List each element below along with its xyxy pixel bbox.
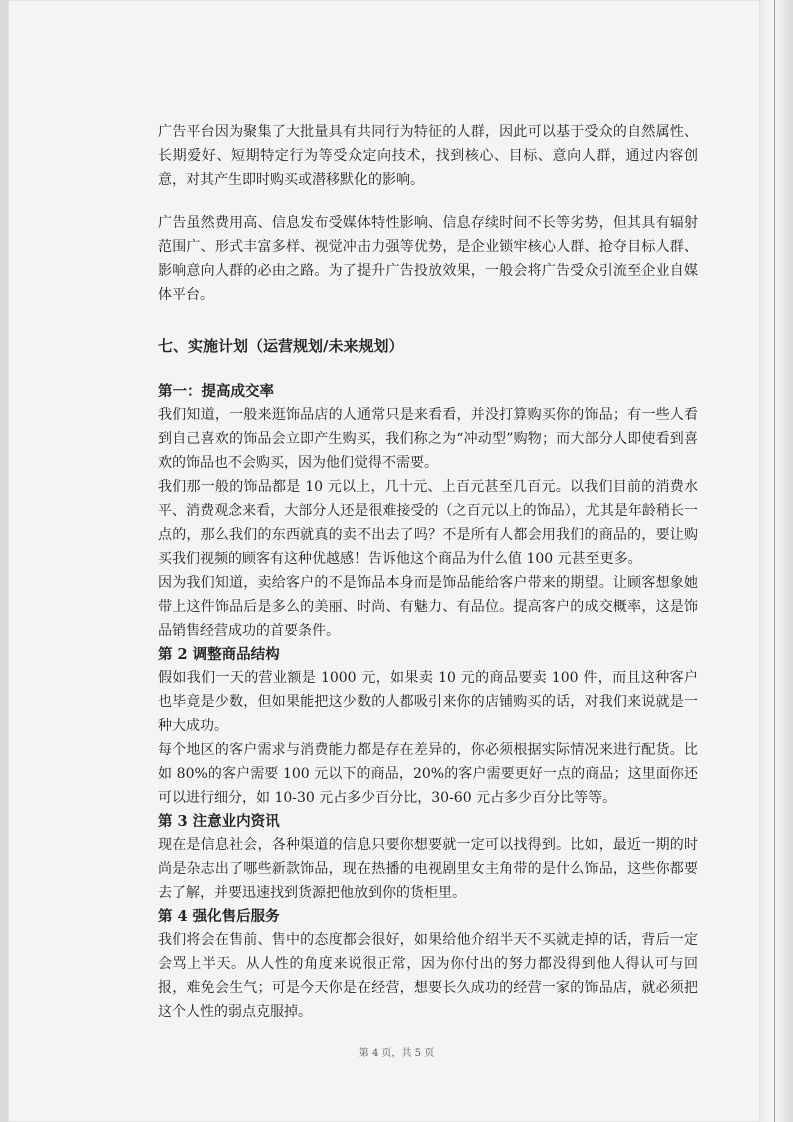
document-page — [8, 0, 760, 1122]
intro-paragraph-2: 广告虽然费用高、信息发布受媒体特性影响、信息存续时间不长等劣势，但其具有辐射范围广、形式丰富多样、视觉冲击力强等优势，是企业锁牢核心人群、抢夺目标人群、影响意向人群的必由之路。为了提升广告投放效果，一般会将广告受众引流至企业自媒体平台。 — [158, 215, 698, 303]
item-2-paragraph-1: 假如我们一天的营业额是 1000 元，如果卖 10 元的商品要卖 100 件，而且这种客户也毕竟是少数，但如果能把这少数的人都吸引来你的店铺购买的话，对我们来说就是一种大成功。 — [158, 670, 698, 734]
item-2-paragraph-2: 每个地区的客户需求与消费能力都是存在差异的，你必须根据实际情况来进行配货。比如 80%的客户需要 100 元以下的商品，20%的客户需要更好一点的商品；这里面你还可以进行细分，如 10-30 元占多少百分比，30-60 元占多少百分比等等。 — [158, 742, 698, 806]
item-heading-4: 第 4 强化售后服务 — [158, 908, 280, 925]
item-1-paragraph-3: 因为我们知道，卖给客户的不是饰品本身而是饰品能给客户带来的期望。让顾客想象她带上这件饰品后是多么的美丽、时尚、有魅力、有品位。提高客户的成交概率，这是饰品销售经营成功的首要条件。 — [158, 575, 698, 639]
item-1-paragraph-1: 我们知道，一般来逛饰品店的人通常只是来看看，并没打算购买你的饰品；有一些人看到自己喜欢的饰品会立即产生购买，我们称之为“冲动型”购物；而大部分人即使看到喜欢的饰品也不会购买，因为他们觉得不需要。 — [158, 407, 698, 471]
item-heading-1: 第一：提高成交率 — [158, 383, 274, 400]
item-4-paragraph-1: 我们将会在售前、售中的态度都会很好，如果给他介绍半天不买就走掉的话，背后一定会骂上半天。从人性的角度来说很正常，因为你付出的努力都没得到他人得认可与回报，难免会生气；可是今天你是在经营，想要长久成功的经营一家的饰品店，就必须把这个人性的弱点克服掉。 — [158, 932, 698, 1020]
page-binding-edge — [760, 0, 793, 1122]
item-heading-3: 第 3 注意业内资讯 — [158, 813, 280, 830]
page-number: 第 4 页，共 5 页 — [358, 1048, 435, 1059]
section-title: 七、实施计划（运营规划/未来规划） — [158, 337, 404, 355]
binding-line — [774, 0, 775, 1122]
item-heading-2: 第 2 调整商品结构 — [158, 646, 280, 663]
item-1-paragraph-2: 我们那一般的饰品都是 10 元以上，几十元、上百元甚至几百元。以我们目前的消费水平、消费观念来看，大部分人还是很难接受的（之百元以上的饰品），尤其是年龄稍长一点的，那么我们的东西就真的卖不出去了吗？不是所有人都会用我们的商品的，要让购买我们视频的顾客有这种优越感！告诉他这个商品为什么值 100 元甚至更多。 — [158, 479, 698, 567]
item-3-paragraph-1: 现在是信息社会，各种渠道的信息只要你想要就一定可以找得到。比如，最近一期的时尚是杂志出了哪些新款饰品，现在热播的电视剧里女主角带的是什么饰品，这些你都要去了解，并要迅速找到货源把他放到你的货柜里。 — [158, 837, 698, 901]
intro-paragraph-1: 广告平台因为聚集了大批量具有共同行为特征的人群，因此可以基于受众的自然属性、长期爱好、短期特定行为等受众定向技术，找到核心、目标、意向人群，通过内容创意，对其产生即时购买或潜移默化的影响。 — [158, 124, 698, 188]
page-content — [158, 120, 698, 1024]
